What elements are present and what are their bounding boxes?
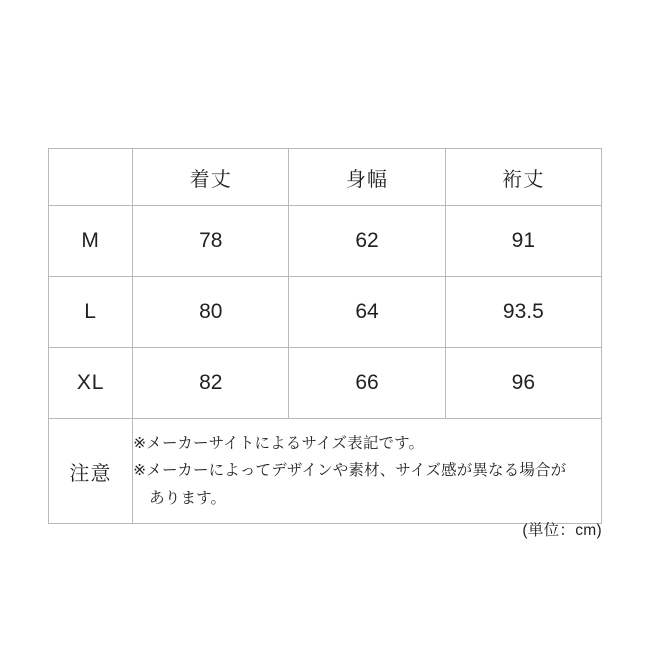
cell-m-width: 62 xyxy=(289,206,445,277)
note-line-3: あります。 xyxy=(149,489,227,507)
table-row xyxy=(49,206,602,277)
cell-xl-length: 82 xyxy=(133,348,289,419)
note-text xyxy=(133,419,602,524)
table-header-row xyxy=(49,149,602,206)
unit-note: (単位：cm) xyxy=(522,522,602,539)
size-table xyxy=(48,148,602,524)
row-label-m: M xyxy=(49,206,133,277)
header-corner-cell xyxy=(49,149,133,206)
row-label-xl: XL xyxy=(49,348,133,419)
cell-m-length: 78 xyxy=(133,206,289,277)
row-label-l: L xyxy=(49,277,133,348)
size-table-container xyxy=(48,148,602,524)
note-label: 注意 xyxy=(49,419,133,524)
header-cell-width: 身幅 xyxy=(289,149,445,206)
cell-l-length: 80 xyxy=(133,277,289,348)
note-line-1: ※メーカーサイトによるサイズ表記です。 xyxy=(133,435,425,453)
cell-l-width: 64 xyxy=(289,277,445,348)
note-line-2: ※メーカーによってデザインや素材、サイズ感が異なる場合が xyxy=(133,462,567,480)
cell-xl-width: 66 xyxy=(289,348,445,419)
cell-m-sleeve: 91 xyxy=(445,206,601,277)
header-cell-length: 着丈 xyxy=(133,149,289,206)
header-cell-sleeve: 裄丈 xyxy=(445,149,601,206)
note-row xyxy=(49,419,602,524)
table-row xyxy=(49,277,602,348)
table-row xyxy=(49,348,602,419)
cell-l-sleeve: 93.5 xyxy=(445,277,601,348)
cell-xl-sleeve: 96 xyxy=(445,348,601,419)
